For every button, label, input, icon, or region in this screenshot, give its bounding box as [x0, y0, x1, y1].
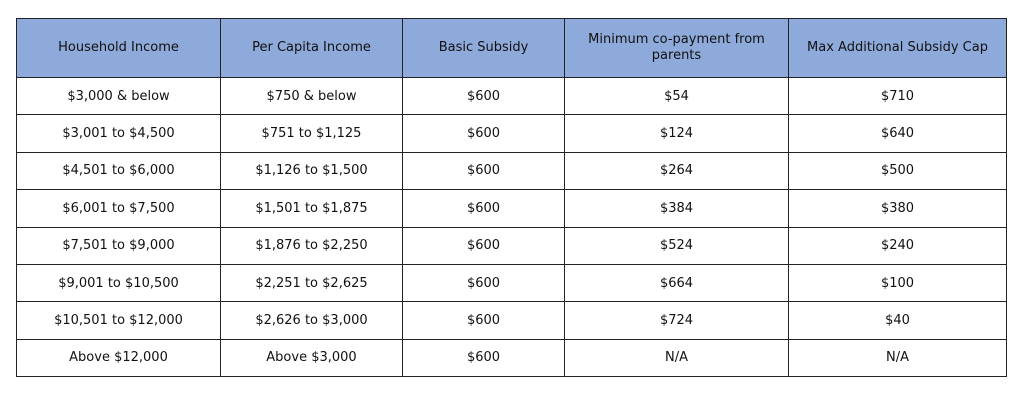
header-household-income: Household Income [17, 19, 221, 78]
cell-basic-subsidy: $600 [403, 78, 565, 115]
cell-per-capita-income: Above $3,000 [221, 339, 403, 376]
cell-per-capita-income: $1,501 to $1,875 [221, 190, 403, 227]
cell-per-capita-income: $2,251 to $2,625 [221, 264, 403, 301]
table-row [17, 264, 1007, 301]
cell-household-income: $4,501 to $6,000 [17, 152, 221, 189]
table-header [17, 19, 1007, 78]
cell-per-capita-income: $2,626 to $3,000 [221, 302, 403, 339]
cell-per-capita-income: $750 & below [221, 78, 403, 115]
cell-max-additional-subsidy-cap: $240 [789, 227, 1007, 264]
cell-household-income: $3,000 & below [17, 78, 221, 115]
table-row [17, 227, 1007, 264]
header-per-capita-income: Per Capita Income [221, 19, 403, 78]
cell-minimum-co-payment: $124 [565, 115, 789, 152]
cell-max-additional-subsidy-cap: $640 [789, 115, 1007, 152]
table-row [17, 190, 1007, 227]
cell-minimum-co-payment: $524 [565, 227, 789, 264]
cell-per-capita-income: $1,126 to $1,500 [221, 152, 403, 189]
table-row [17, 152, 1007, 189]
table-body [17, 78, 1007, 377]
cell-max-additional-subsidy-cap: $500 [789, 152, 1007, 189]
header-max-additional-subsidy-cap: Max Additional Subsidy Cap [789, 19, 1007, 78]
subsidy-table [16, 18, 1007, 377]
cell-max-additional-subsidy-cap: $40 [789, 302, 1007, 339]
cell-minimum-co-payment: $54 [565, 78, 789, 115]
table-row [17, 339, 1007, 376]
cell-max-additional-subsidy-cap: N/A [789, 339, 1007, 376]
cell-minimum-co-payment: N/A [565, 339, 789, 376]
cell-household-income: $9,001 to $10,500 [17, 264, 221, 301]
cell-household-income: $7,501 to $9,000 [17, 227, 221, 264]
table-row [17, 115, 1007, 152]
header-minimum-co-payment: Minimum co-payment from parents [565, 19, 789, 78]
cell-per-capita-income: $1,876 to $2,250 [221, 227, 403, 264]
cell-basic-subsidy: $600 [403, 302, 565, 339]
cell-minimum-co-payment: $384 [565, 190, 789, 227]
cell-basic-subsidy: $600 [403, 115, 565, 152]
cell-basic-subsidy: $600 [403, 264, 565, 301]
table-row [17, 302, 1007, 339]
cell-minimum-co-payment: $264 [565, 152, 789, 189]
cell-minimum-co-payment: $724 [565, 302, 789, 339]
header-row [17, 19, 1007, 78]
cell-basic-subsidy: $600 [403, 190, 565, 227]
cell-household-income: $10,501 to $12,000 [17, 302, 221, 339]
cell-basic-subsidy: $600 [403, 227, 565, 264]
cell-household-income: $6,001 to $7,500 [17, 190, 221, 227]
cell-max-additional-subsidy-cap: $380 [789, 190, 1007, 227]
cell-household-income: $3,001 to $4,500 [17, 115, 221, 152]
table-row [17, 78, 1007, 115]
subsidy-table-container [16, 18, 1006, 377]
cell-max-additional-subsidy-cap: $710 [789, 78, 1007, 115]
cell-max-additional-subsidy-cap: $100 [789, 264, 1007, 301]
header-basic-subsidy: Basic Subsidy [403, 19, 565, 78]
cell-basic-subsidy: $600 [403, 339, 565, 376]
cell-household-income: Above $12,000 [17, 339, 221, 376]
cell-minimum-co-payment: $664 [565, 264, 789, 301]
cell-basic-subsidy: $600 [403, 152, 565, 189]
cell-per-capita-income: $751 to $1,125 [221, 115, 403, 152]
